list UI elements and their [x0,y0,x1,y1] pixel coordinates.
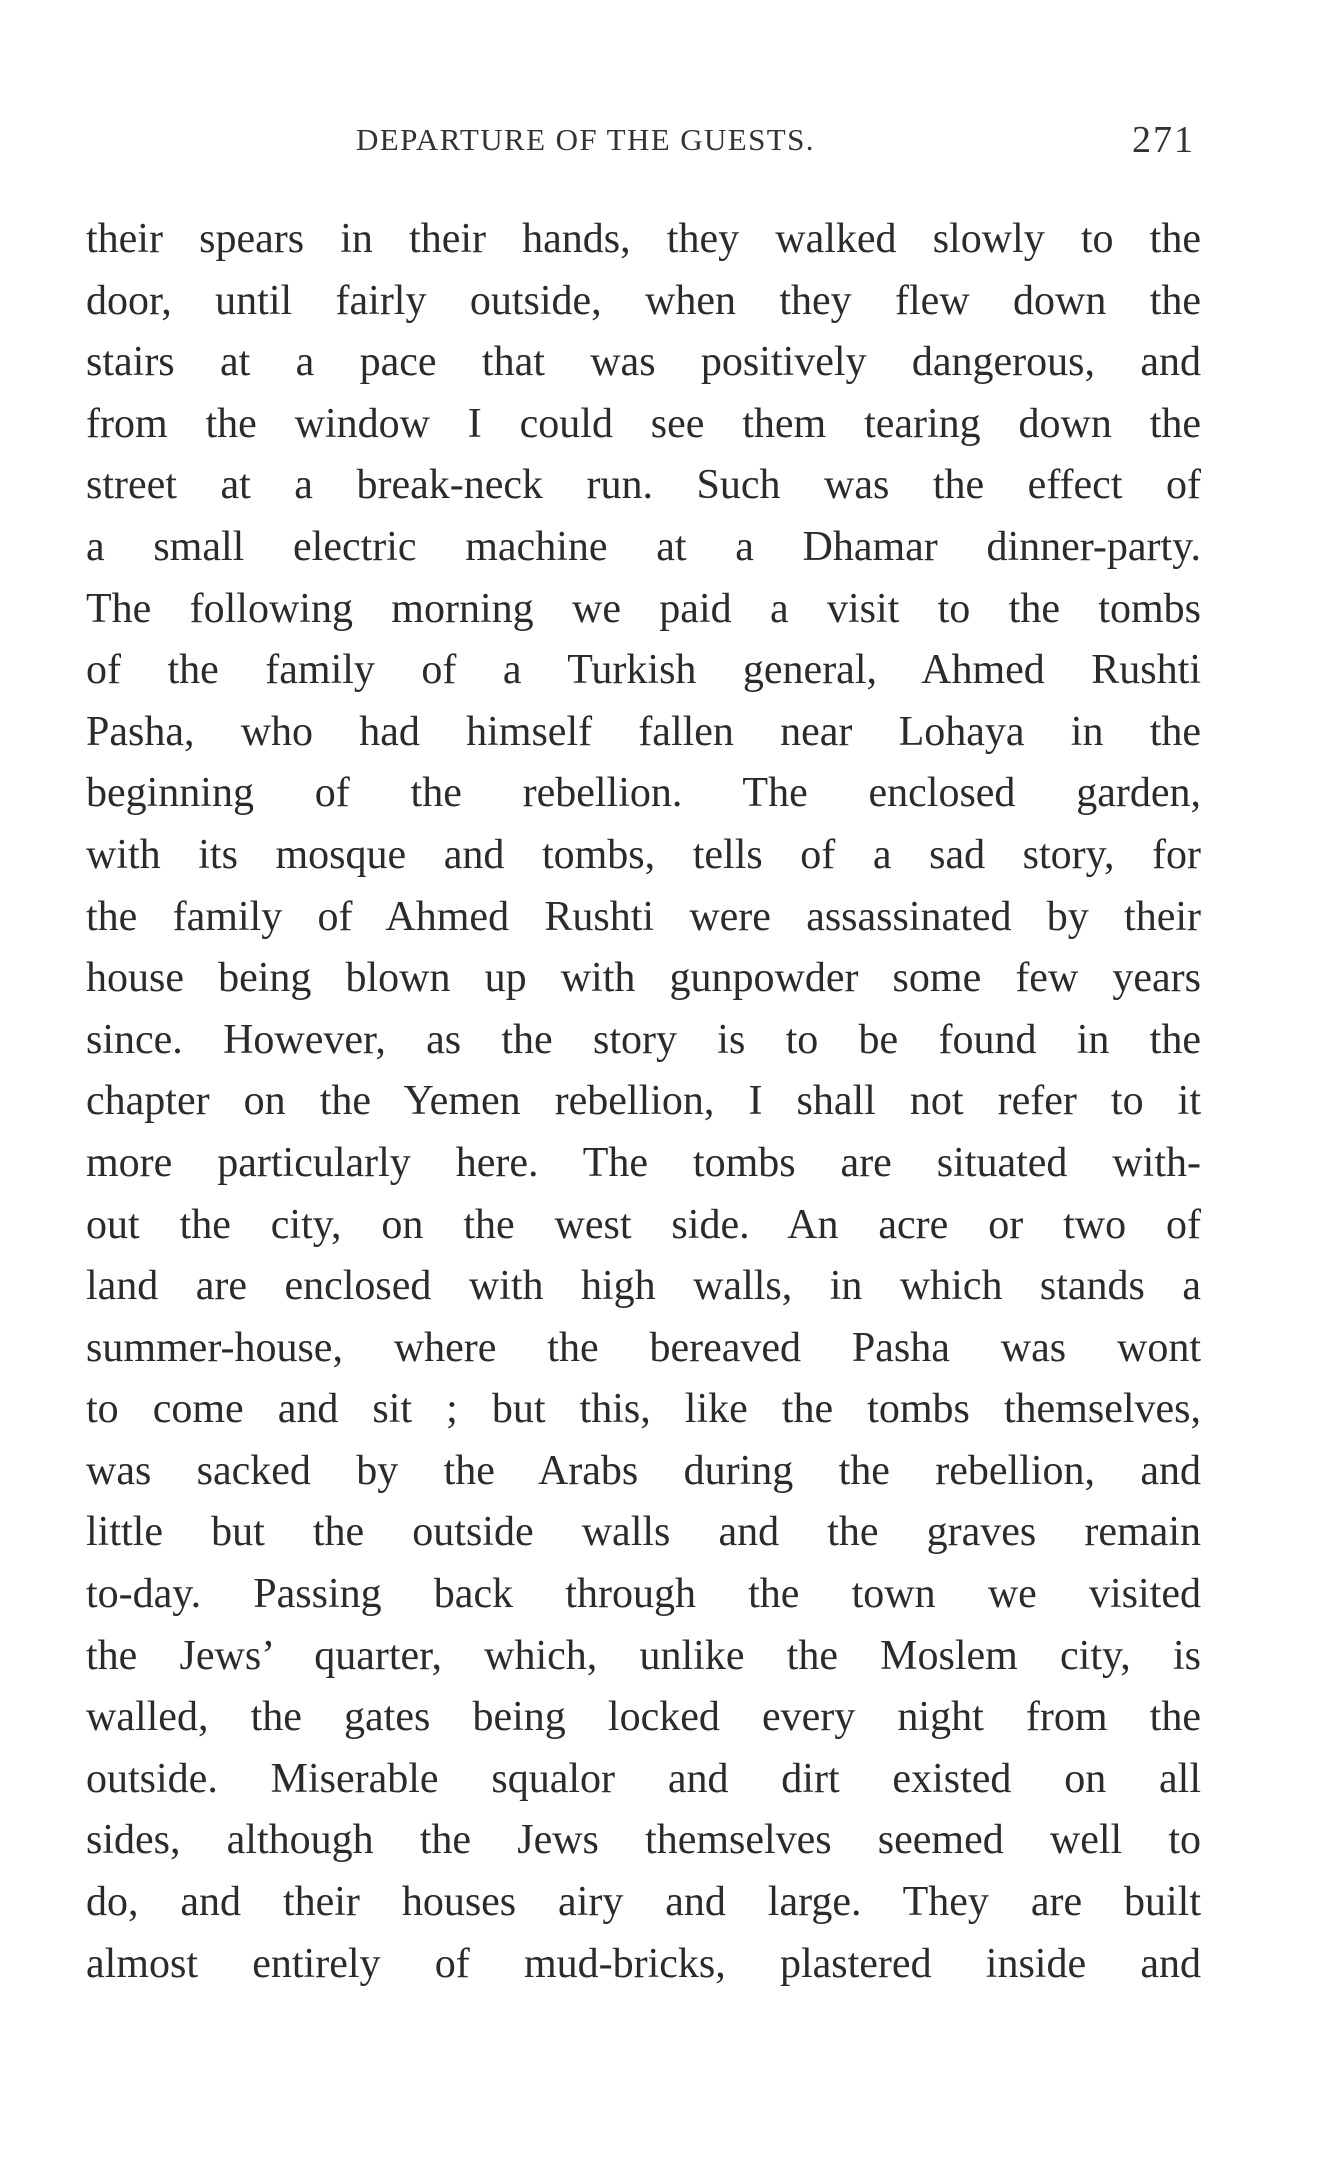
text-line: sides, although the Jews themselves seemed well to [86,1817,1201,1864]
running-head [86,119,1201,168]
text-line: stairs at a pace that was positively dangerous, and [86,339,1201,386]
text-line: outside. Miserable squalor and dirt existed on all [86,1755,1201,1802]
text-line: do, and their houses airy and large. They are built [86,1879,1201,1926]
text-line: chapter on the Yemen rebellion, I shall not refer to it [86,1078,1201,1125]
text-line: house being blown up with gunpowder some few years [86,955,1201,1002]
text-line: walled, the gates being locked every night from the [86,1694,1201,1741]
text-line: more particularly here. The tombs are situated with- [86,1139,1201,1186]
text-line: from the window I could see them tearing down the [86,400,1201,447]
text-line: The following morning we paid a visit to the tombs [86,585,1201,632]
running-title: DEPARTURE OF THE GUESTS. [356,122,815,157]
text-line: was sacked by the Arabs during the rebellion, and [86,1447,1201,1494]
text-line: Pasha, who had himself fallen near Lohaya in the [86,708,1201,755]
text-line: since. However, as the story is to be found in the [86,1016,1201,1063]
body-text [86,209,1201,1995]
text-line: street at a break-neck run. Such was the effect of [86,462,1201,509]
text-line: to come and sit ; but this, like the tombs themselves, [86,1386,1201,1433]
text-line: their spears in their hands, they walked slowly to the [86,216,1201,262]
text-line: to-day. Passing back through the town we visited [86,1571,1201,1618]
text-line: little but the outside walls and the graves remain [86,1509,1201,1556]
text-line: summer-house, where the bereaved Pasha was wont [86,1324,1201,1371]
text-line: the family of Ahmed Rushti were assassinated by their [86,893,1201,940]
text-line: door, until fairly outside, when they flew down the [86,277,1201,324]
text-line: almost entirely of mud-bricks, plastered inside and [86,1940,1201,1987]
text-line: out the city, on the west side. An acre or two of [86,1201,1201,1248]
text-line: the Jews’ quarter, which, unlike the Moslem city, is [86,1632,1201,1679]
text-line: a small electric machine at a Dhamar dinner-party. [86,523,1201,570]
text-line: with its mosque and tombs, tells of a sad story, for [86,831,1201,878]
text-line: beginning of the rebellion. The enclosed garden, [86,770,1201,817]
page-number: 271 [1132,119,1195,161]
text-line: land are enclosed with high walls, in which stands a [86,1263,1201,1310]
text-line: of the family of a Turkish general, Ahmed Rushti [86,647,1201,694]
